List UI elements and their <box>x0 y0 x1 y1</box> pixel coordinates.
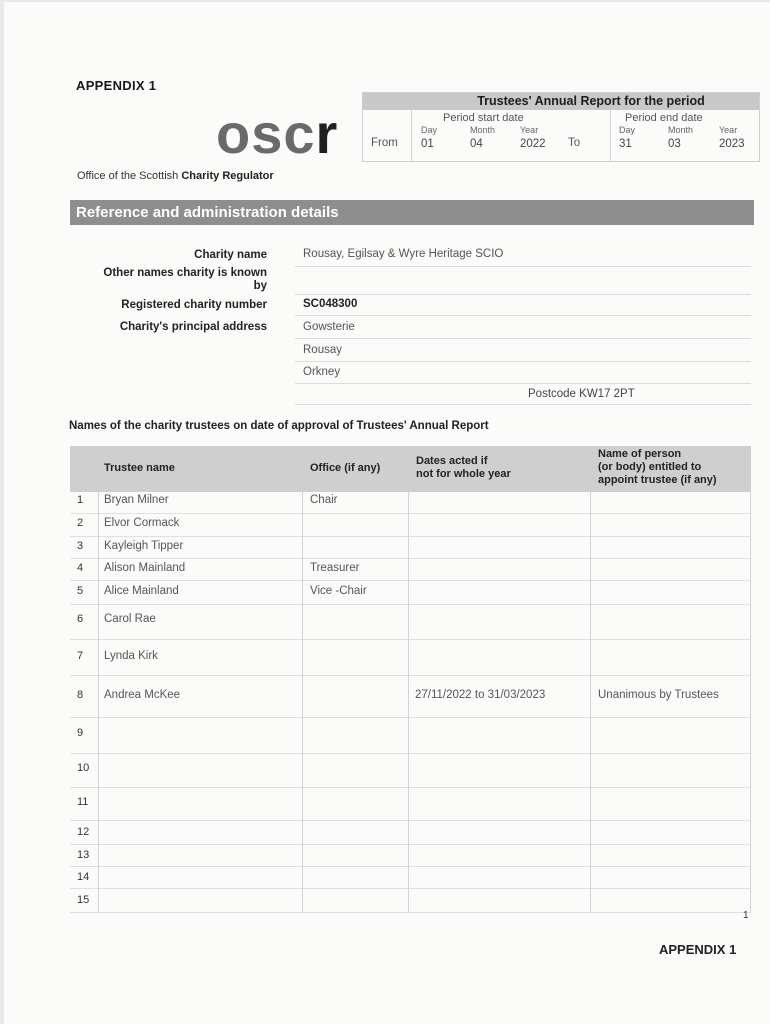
divider <box>590 492 591 912</box>
end-month-value: 03 <box>668 138 681 150</box>
end-year-value: 2023 <box>719 138 745 150</box>
row-divider <box>70 536 751 537</box>
row-number: 8 <box>77 689 84 701</box>
col-appointer <box>598 448 717 487</box>
logo-text-end: r <box>315 102 339 165</box>
col-dates-line-1: Dates acted if <box>416 455 488 467</box>
row-divider <box>70 888 751 889</box>
charity-name-value: Rousay, Egilsay & Wyre Heritage SCIO <box>303 248 504 260</box>
row-number: 11 <box>77 796 89 808</box>
other-names-label-line-2: by <box>253 280 267 292</box>
regulator-name <box>77 170 274 182</box>
start-day-label: Day <box>421 125 438 135</box>
principal-address-label: Charity's principal address <box>119 321 267 333</box>
trustee-name: Bryan Milner <box>104 494 169 506</box>
trustee-name: Kayleigh Tipper <box>104 540 184 552</box>
oscr-logo <box>216 102 339 165</box>
start-day-value: 01 <box>421 138 434 150</box>
row-divider <box>70 912 751 913</box>
row-number: 13 <box>77 849 90 861</box>
regulator-text-plain: Office of the Scottish <box>77 170 179 182</box>
row-divider <box>70 604 751 605</box>
row-divider <box>70 753 751 754</box>
trustee-name: Carol Rae <box>104 613 156 625</box>
address-line-3: Orkney <box>303 366 341 378</box>
address-line-1: Gowsterie <box>303 321 355 333</box>
row-divider <box>70 639 751 640</box>
row-number: 1 <box>77 494 84 506</box>
row-number: 10 <box>77 762 90 774</box>
end-day-label: Day <box>619 125 636 135</box>
section-title: Reference and administration details <box>70 200 754 225</box>
logo-text-main: osc <box>216 102 316 165</box>
page-number: 1 <box>743 910 749 921</box>
row-divider <box>70 675 751 676</box>
divider <box>750 492 751 912</box>
trustee-name: Alison Mainland <box>104 562 186 574</box>
row-divider <box>70 820 751 821</box>
start-year-label: Year <box>520 125 539 135</box>
divider <box>295 338 751 339</box>
postcode: Postcode KW17 2PT <box>528 388 635 400</box>
trustee-appointer: Unanimous by Trustees <box>598 689 719 701</box>
appendix-footer-label: APPENDIX 1 <box>659 942 737 957</box>
divider <box>295 361 751 362</box>
regulator-text-bold: Charity Regulator <box>181 170 274 182</box>
divider <box>295 315 751 316</box>
trustees-table-header <box>70 446 751 492</box>
row-divider <box>70 580 751 581</box>
divider <box>98 492 99 912</box>
col-appointer-line-2: (or body) entitled to <box>598 461 702 473</box>
divider <box>610 110 611 162</box>
divider <box>295 383 751 384</box>
row-divider <box>70 866 751 867</box>
col-office: Office (if any) <box>310 462 381 474</box>
period-title: Trustees' Annual Report for the period <box>363 93 759 110</box>
start-month-value: 04 <box>470 138 483 150</box>
row-divider <box>70 787 751 788</box>
end-year-label: Year <box>719 125 738 135</box>
start-year-value: 2022 <box>520 138 546 150</box>
end-day-value: 31 <box>619 138 632 150</box>
period-end-label: Period end date <box>625 112 703 124</box>
period-start-label: Period start date <box>443 112 524 124</box>
end-month-label: Month <box>668 125 694 135</box>
trustee-name: Elvor Cormack <box>104 517 180 529</box>
trustee-office: Chair <box>310 494 338 506</box>
to-label: To <box>568 137 581 149</box>
start-month-label: Month <box>470 125 496 135</box>
divider <box>411 110 412 162</box>
divider <box>295 266 751 267</box>
col-trustee-name: Trustee name <box>104 462 175 474</box>
from-label: From <box>371 137 398 149</box>
reporting-period-box <box>362 92 760 162</box>
row-divider <box>70 844 751 845</box>
divider <box>408 492 409 912</box>
charity-name-label: Charity name <box>194 249 267 261</box>
trustee-dates: 27/11/2022 to 31/03/2023 <box>415 689 546 701</box>
row-number: 7 <box>77 650 84 662</box>
col-dates-line-2: not for whole year <box>416 468 511 480</box>
row-number: 3 <box>77 540 84 552</box>
trustee-name: Andrea McKee <box>104 689 181 701</box>
divider <box>295 404 751 405</box>
row-divider <box>70 558 751 559</box>
trustee-office: Vice -Chair <box>310 585 367 597</box>
appendix-label: APPENDIX 1 <box>76 78 157 93</box>
trustees-heading: Names of the charity trustees on date of approval of Trustees' Annual Report <box>69 420 489 432</box>
row-number: 4 <box>77 562 84 574</box>
row-number: 14 <box>77 871 90 883</box>
document-page <box>4 2 770 1024</box>
trustee-office: Treasurer <box>310 562 360 574</box>
col-appointer-line-1: Name of person <box>598 448 682 460</box>
divider <box>295 294 751 295</box>
row-number: 12 <box>77 826 90 838</box>
row-number: 2 <box>77 517 84 529</box>
trustee-name: Alice Mainland <box>104 585 179 597</box>
registered-number-value: SC048300 <box>303 298 358 310</box>
row-number: 9 <box>77 727 84 739</box>
row-number: 6 <box>77 613 84 625</box>
row-divider <box>70 717 751 718</box>
registered-number-label: Registered charity number <box>121 299 267 311</box>
other-names-label-line-1: Other names charity is known <box>103 267 267 279</box>
row-divider <box>70 513 751 514</box>
row-number: 5 <box>77 585 84 597</box>
col-appointer-line-3: appoint trustee (if any) <box>598 474 717 486</box>
trustee-name: Lynda Kirk <box>104 650 158 662</box>
address-line-2: Rousay <box>303 344 342 356</box>
divider <box>302 492 303 912</box>
col-dates <box>416 455 511 481</box>
other-names-label <box>103 267 267 293</box>
row-number: 15 <box>77 894 90 906</box>
